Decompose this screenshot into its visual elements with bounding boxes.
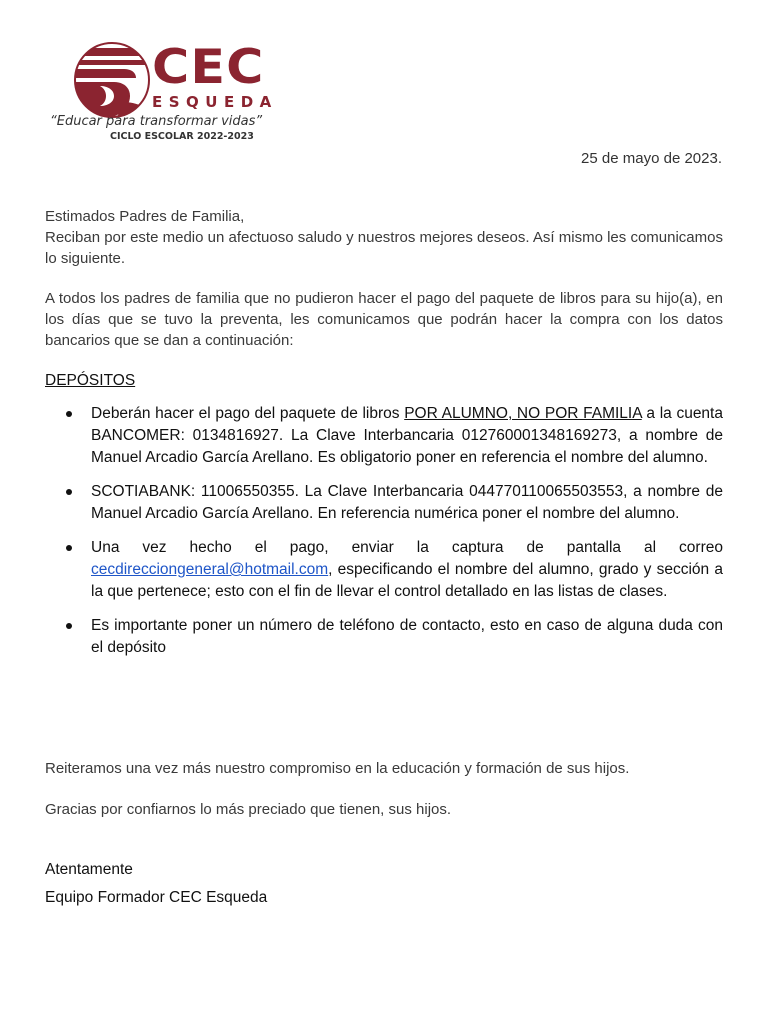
letter-date: 25 de mayo de 2023. bbox=[581, 150, 722, 167]
logo-slogan: “Educar para transformar vidas” bbox=[50, 114, 263, 129]
section-title-deposits: DEPÓSITOS bbox=[45, 372, 136, 389]
greeting-paragraph bbox=[45, 206, 723, 269]
logo-brand-text: CEC bbox=[152, 40, 265, 95]
list-item: Es importante poner un número de teléfono de contacto, esto en caso de alguna duda con el depósito bbox=[45, 615, 723, 659]
bullet-icon bbox=[66, 411, 72, 417]
email-link[interactable]: cecdirecciongeneral@hotmail.com bbox=[91, 561, 329, 578]
bullet-icon bbox=[66, 545, 72, 551]
list-item: SCOTIABANK: 11006550355. La Clave Interbancaria 044770110065503553, a nombre de Manuel Arcadio García Arellano. En referencia numérica poner el nombre del alumno. bbox=[45, 481, 723, 525]
logo-emblem-icon bbox=[74, 42, 152, 120]
logo-subtitle: ESQUEDA bbox=[152, 93, 278, 111]
school-cycle: CICLO ESCOLAR 2022-2023 bbox=[110, 131, 254, 142]
closing-thanks: Gracias por confiarnos lo más preciado que tienen, sus hijos. bbox=[45, 801, 452, 818]
signature-team: Equipo Formador CEC Esqueda bbox=[45, 889, 268, 906]
closing-commitment: Reiteramos una vez más nuestro compromiso en la educación y formación de sus hijos. bbox=[45, 760, 630, 777]
list-item: Una vez hecho el pago, enviar la captura de pantalla al correo cecdirecciongeneral@hotmail.com, especificando el nombre del alumno, grado y sección a la que pertenece; esto con el fin de llevar el control detallado en las listas de clases. bbox=[45, 537, 723, 603]
signature-salutation: Atentamente bbox=[45, 861, 133, 878]
bullet-icon bbox=[66, 489, 72, 495]
school-logo bbox=[50, 40, 334, 142]
deposit-list bbox=[45, 403, 723, 671]
bullet-icon bbox=[66, 623, 72, 629]
per-student-emphasis: POR ALUMNO, NO POR FAMILIA bbox=[404, 405, 642, 422]
list-item: Deberán hacer el pago del paquete de libros POR ALUMNO, NO POR FAMILIA a la cuenta BANCOMER: 0134816927. La Clave Interbancaria 012760001348169273, a nombre de Manuel Arcadio García Arellano. Es obligatorio poner en referencia el nombre del alumno. bbox=[45, 403, 723, 469]
intro-text: Reciban por este medio un afectuoso saludo y nuestros mejores deseos. Así mismo les comunicamos lo siguiente. bbox=[45, 229, 723, 267]
greeting: Estimados Padres de Familia, bbox=[45, 208, 245, 225]
payment-paragraph: A todos los padres de familia que no pudieron hacer el pago del paquete de libros para su hijo(a), en los días que se tuvo la preventa, les comunicamos que podrán hacer la compra con los datos bancarios que se dan a continuación: bbox=[45, 290, 723, 349]
